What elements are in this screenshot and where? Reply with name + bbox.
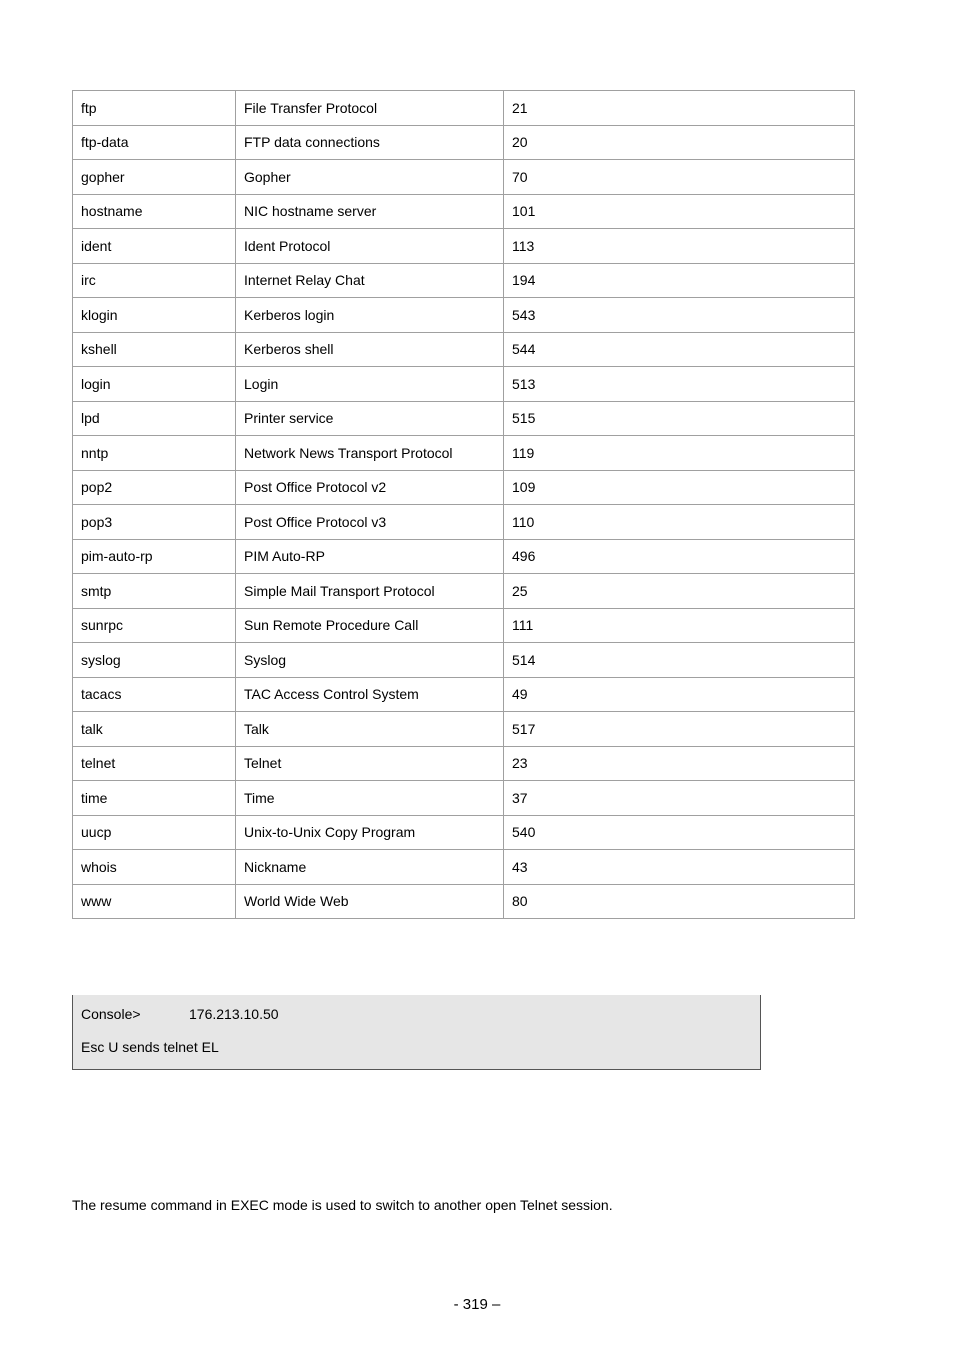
table-row — [73, 194, 855, 229]
port-number-cell: 514 — [504, 643, 855, 678]
keyword-cell: tacacs — [73, 677, 236, 712]
table-row — [73, 850, 855, 885]
table-row — [73, 401, 855, 436]
console-output-line: Esc U sends telnet EL — [81, 1039, 219, 1055]
table-row — [73, 712, 855, 747]
description-cell: Syslog — [236, 643, 504, 678]
keyword-cell: irc — [73, 263, 236, 298]
description-cell: Nickname — [236, 850, 504, 885]
description-cell: Telnet — [236, 746, 504, 781]
table-row — [73, 332, 855, 367]
keyword-cell: talk — [73, 712, 236, 747]
console-command-line — [81, 1006, 279, 1022]
page-number: - 319 – — [453, 1296, 501, 1313]
keyword-cell: pim-auto-rp — [73, 539, 236, 574]
keyword-cell: ftp — [73, 91, 236, 126]
table-row — [73, 643, 855, 678]
console-prompt: Console> — [81, 1006, 141, 1022]
table-row — [73, 884, 855, 919]
port-number-cell: 543 — [504, 298, 855, 333]
table-row — [73, 125, 855, 160]
port-number-cell: 513 — [504, 367, 855, 402]
console-example-box — [72, 995, 761, 1070]
port-number-cell: 109 — [504, 470, 855, 505]
port-number-cell: 515 — [504, 401, 855, 436]
port-keywords-table — [72, 90, 855, 919]
keyword-cell: ident — [73, 229, 236, 264]
description-cell: Network News Transport Protocol — [236, 436, 504, 471]
port-number-cell: 119 — [504, 436, 855, 471]
keyword-cell: lpd — [73, 401, 236, 436]
keyword-cell: syslog — [73, 643, 236, 678]
port-number-cell: 70 — [504, 160, 855, 195]
description-cell: Time — [236, 781, 504, 816]
description-cell: Printer service — [236, 401, 504, 436]
port-number-cell: 101 — [504, 194, 855, 229]
table-row — [73, 160, 855, 195]
table-row — [73, 539, 855, 574]
port-number-cell: 43 — [504, 850, 855, 885]
table-row — [73, 746, 855, 781]
description-cell: File Transfer Protocol — [236, 91, 504, 126]
keyword-cell: time — [73, 781, 236, 816]
description-cell: Post Office Protocol v2 — [236, 470, 504, 505]
table-row — [73, 574, 855, 609]
table-row — [73, 436, 855, 471]
keyword-cell: www — [73, 884, 236, 919]
port-number-cell: 544 — [504, 332, 855, 367]
table-row — [73, 91, 855, 126]
keyword-cell: smtp — [73, 574, 236, 609]
keyword-cell: sunrpc — [73, 608, 236, 643]
table-row — [73, 263, 855, 298]
port-number-cell: 111 — [504, 608, 855, 643]
port-number-cell: 37 — [504, 781, 855, 816]
description-cell: NIC hostname server — [236, 194, 504, 229]
port-number-cell: 110 — [504, 505, 855, 540]
description-cell: PIM Auto-RP — [236, 539, 504, 574]
port-number-cell: 21 — [504, 91, 855, 126]
description-cell: Unix-to-Unix Copy Program — [236, 815, 504, 850]
description-cell: Post Office Protocol v3 — [236, 505, 504, 540]
keyword-cell: telnet — [73, 746, 236, 781]
port-number-cell: 113 — [504, 229, 855, 264]
port-number-cell: 517 — [504, 712, 855, 747]
keyword-cell: kshell — [73, 332, 236, 367]
resume-description: The resume command in EXEC mode is used to switch to another open Telnet session. — [72, 1197, 613, 1213]
keyword-cell: login — [73, 367, 236, 402]
description-cell: Simple Mail Transport Protocol — [236, 574, 504, 609]
keyword-cell: nntp — [73, 436, 236, 471]
keyword-cell: pop3 — [73, 505, 236, 540]
port-number-cell: 20 — [504, 125, 855, 160]
description-cell: Kerberos login — [236, 298, 504, 333]
port-number-cell: 49 — [504, 677, 855, 712]
description-cell: Gopher — [236, 160, 504, 195]
description-cell: Kerberos shell — [236, 332, 504, 367]
table-row — [73, 505, 855, 540]
description-cell: TAC Access Control System — [236, 677, 504, 712]
keyword-cell: pop2 — [73, 470, 236, 505]
keyword-cell: ftp-data — [73, 125, 236, 160]
table-row — [73, 781, 855, 816]
description-cell: Sun Remote Procedure Call — [236, 608, 504, 643]
table-row — [73, 608, 855, 643]
table-row — [73, 815, 855, 850]
keyword-cell: gopher — [73, 160, 236, 195]
description-cell: World Wide Web — [236, 884, 504, 919]
console-command-arg: 176.213.10.50 — [189, 1006, 279, 1022]
table-row — [73, 470, 855, 505]
port-keywords-table-body — [73, 91, 855, 919]
keyword-cell: hostname — [73, 194, 236, 229]
description-cell: FTP data connections — [236, 125, 504, 160]
table-row — [73, 298, 855, 333]
port-number-cell: 496 — [504, 539, 855, 574]
port-number-cell: 194 — [504, 263, 855, 298]
keyword-cell: whois — [73, 850, 236, 885]
port-number-cell: 25 — [504, 574, 855, 609]
table-row — [73, 367, 855, 402]
description-cell: Ident Protocol — [236, 229, 504, 264]
keyword-cell: klogin — [73, 298, 236, 333]
description-cell: Talk — [236, 712, 504, 747]
port-number-cell: 23 — [504, 746, 855, 781]
table-row — [73, 677, 855, 712]
description-cell: Login — [236, 367, 504, 402]
port-number-cell: 540 — [504, 815, 855, 850]
description-cell: Internet Relay Chat — [236, 263, 504, 298]
port-number-cell: 80 — [504, 884, 855, 919]
keyword-cell: uucp — [73, 815, 236, 850]
table-row — [73, 229, 855, 264]
